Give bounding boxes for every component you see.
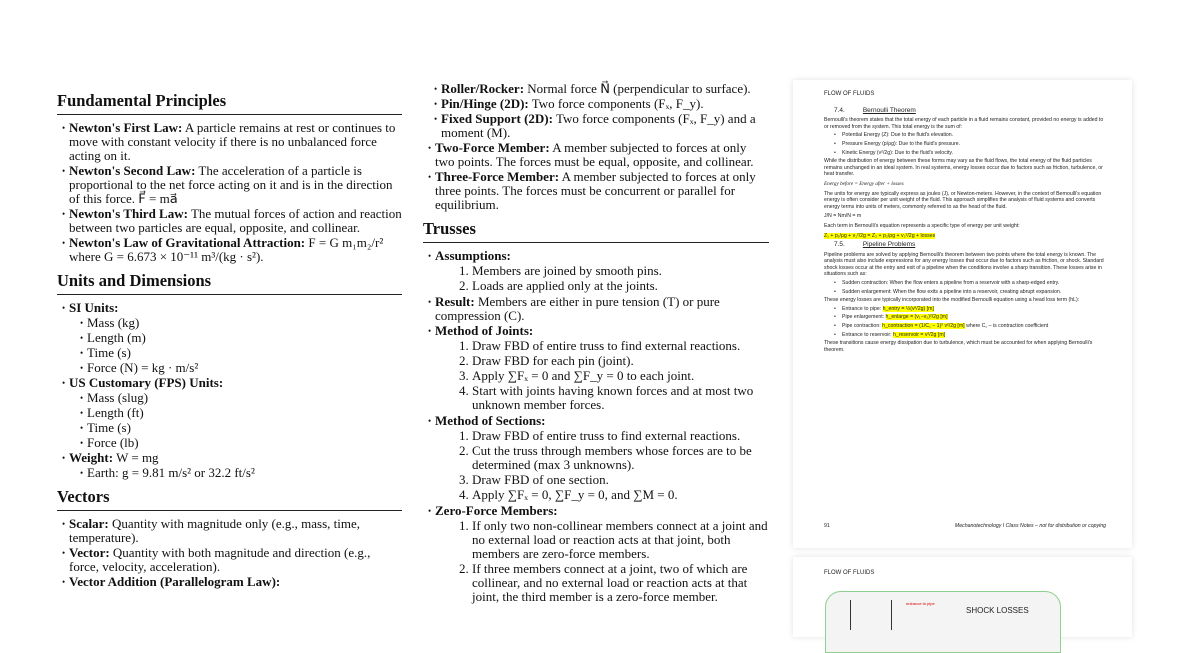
list-item <box>423 324 769 412</box>
step-item: 1. Draw FBD of entire truss to find external reactions. <box>472 429 769 443</box>
step-list <box>435 519 769 604</box>
highlighted-equation: h_entry = ½(v²/2g) [m] <box>882 305 934 312</box>
highlighted-equation: h_contraction = (1/C꜀ − 1)² v²/2g [m] <box>882 323 965 330</box>
list-item <box>57 121 402 163</box>
list-item <box>423 141 769 169</box>
step-item: 2. If three members connect at a joint, two of which are collinear, and no external load or reaction acts at that joint, the third member is a zero-force member. <box>472 562 769 604</box>
paragraph: The units for energy are typically express as joules (J), or Newton-meters. However, in the context of Bernoulli's equation energy is often consider per unit weight of the fluid. This approach simplifies the analysis of fluid systems and converts energy terms into units of meters, commonly referred to as the head of the fluid. <box>824 190 1102 210</box>
item-term: Method of Sections: <box>435 413 546 428</box>
section-heading: Vectors <box>57 488 402 511</box>
page-footer: Mechanotechnology I Class Notes – not for distribution or copying <box>954 523 1106 529</box>
handwritten-sketch-image <box>825 591 1061 653</box>
section-heading: Trusses <box>423 220 769 243</box>
sub-list <box>75 316 402 375</box>
section-list <box>57 301 402 480</box>
sub-item: • Force (lb) <box>75 436 402 450</box>
item-term: SI Units: <box>69 300 119 315</box>
step-item: 4. Apply ∑Fₓ = 0, ∑F_y = 0, and ∑M = 0. <box>472 488 769 502</box>
section-number: 7.4. <box>834 106 845 114</box>
step-item: 4. Start with joints having known forces and at most two unknown member forces. <box>472 384 769 412</box>
item-term: Method of Joints: <box>435 323 534 338</box>
item-text: Two force components (Fₓ, F_y). <box>528 96 704 111</box>
item-text: The mutual forces of action and reaction between two particles are equal, opposite, and collinear. <box>69 206 402 235</box>
list-item <box>57 451 402 480</box>
item-term: Newton's Law of Gravitational Attraction: <box>69 235 306 250</box>
sub-item: • Earth: g = 9.81 m/s² or 32.2 ft/s² <box>75 466 402 480</box>
paragraph: While the distribution of energy between these forms may vary as the fluid flows, the total energy of the fluid particles remains unchanged in an ideal system. In real systems, energy losses occur due to factors such as friction, turbulence, or heat transfer. <box>824 158 1103 178</box>
highlighted-equation: Z₁ + p₁/ρg + v₁²/2g = Z₂ + p₂/ρg + v₂²/2g + losses <box>824 232 936 239</box>
pdf-page-preview[interactable] <box>793 80 1132 548</box>
item-term: Newton's First Law: <box>69 120 183 135</box>
list-item <box>57 207 402 235</box>
step-item: 2. Loads are applied only at the joints. <box>472 279 769 293</box>
step-list <box>435 429 769 502</box>
step-list <box>435 264 769 293</box>
support-types-list <box>423 82 769 212</box>
sub-item: • Mass (slug) <box>75 391 402 405</box>
pdf-page-preview-next[interactable] <box>793 557 1132 637</box>
paragraph: These transitions cause energy dissipation due to turbulence, which must be accounted for when applying Bernoulli's theorem. <box>824 340 1093 353</box>
item-term: Roller/Rocker: <box>441 81 525 96</box>
item-term: Scalar: <box>69 516 109 531</box>
bullet-label: Entrance to reservoir: <box>842 331 894 338</box>
item-term: Weight: <box>69 450 114 465</box>
item-term: Two-Force Member: <box>435 140 550 155</box>
sub-item: • Time (s) <box>75 346 402 360</box>
sketch-label: SHOCK LOSSES <box>966 606 1029 615</box>
sub-list <box>75 391 402 450</box>
sub-item: • Length (m) <box>75 331 402 345</box>
sub-item: • Mass (kg) <box>75 316 402 330</box>
list-item <box>423 249 769 293</box>
paragraph: These energy losses are typically incorporated into the modified Bernoulli equation using a head loss term (hL): <box>824 297 1080 304</box>
list-item <box>57 236 402 264</box>
list-item <box>57 376 402 450</box>
item-term: US Customary (FPS) Units: <box>69 375 224 390</box>
list-item <box>423 414 769 502</box>
item-text: Normal force N⃗ (perpendicular to surface). <box>524 81 751 96</box>
section-list <box>57 517 402 589</box>
bullet-label: Entrance to pipe: <box>842 305 883 312</box>
bullet <box>834 332 1106 339</box>
item-term: Assumptions: <box>435 248 511 263</box>
step-list <box>435 339 769 412</box>
sketch-note: entrance to pipe <box>906 601 935 606</box>
item-text: A member subjected to forces at only three points. The forces must be concurrent or parallel for equilibrium. <box>435 169 756 212</box>
page-header: FLOW OF FLUIDS <box>824 570 875 576</box>
equation: J/N = Nm/N = m <box>824 213 862 220</box>
bullet: • Kinetic Energy (v²/2g): Due to the fluid's velocity. <box>834 150 1106 157</box>
item-term: Vector Addition (Parallelogram Law): <box>69 574 281 589</box>
equation: Energy before = Energy after + losses <box>824 180 904 187</box>
bullet <box>834 323 1106 330</box>
section-title: Bernoulli Theorem <box>862 106 916 114</box>
bullet-label: Pipe enlargement: <box>842 314 886 321</box>
step-item: 1. If only two non-collinear members connect at a joint and no external load or reaction acts at that joint, both members are zero-force members. <box>472 519 769 561</box>
list-item <box>57 517 402 545</box>
bullet: • Sudden enlargement: When the flow exits a pipeline into a reservoir, creating abrupt expansion. <box>834 289 1106 296</box>
notes-column-1 <box>57 92 402 597</box>
section-list <box>423 249 769 604</box>
item-term: Fixed Support (2D): <box>441 111 553 126</box>
list-item <box>423 295 769 323</box>
item-text: F = G m₁m₂/r² where G = 6.673 × 10⁻¹¹ m³/(kg · s²). <box>69 235 384 264</box>
item-text: Two force components (Fₓ, F_y) and a moment (M). <box>441 111 756 140</box>
item-term: Pin/Hinge (2D): <box>441 96 529 111</box>
bullet: • Sudden contraction: When the flow enters a pipeline from a reservoir with a sharp-edged entry. <box>834 280 1106 287</box>
item-text: Quantity with magnitude only (e.g., mass, time, temperature). <box>69 516 361 545</box>
list-item <box>429 112 769 140</box>
list-item <box>57 301 402 375</box>
step-item: 2. Cut the truss through members whose forces are to be determined (max 3 unknowns). <box>472 444 769 472</box>
list-item <box>57 546 402 574</box>
highlighted-equation: h_enlarge = (v₁−v₂)²/2g [m] <box>885 314 948 321</box>
item-term: Result: <box>435 294 475 309</box>
step-item: 3. Draw FBD of one section. <box>472 473 769 487</box>
bullet <box>834 306 1106 313</box>
item-text: W = mg <box>113 450 159 465</box>
list-item <box>57 164 402 206</box>
item-text: Members are either in pure tension (T) or pure compression (C). <box>435 294 720 323</box>
paragraph: Bernoulli's theorem states that the total energy of each particle in a fluid remains constant, provided no energy is added to or removed from the system. This total energy is the sum of: <box>824 117 1104 130</box>
step-item: 1. Draw FBD of entire truss to find external reactions. <box>472 339 769 353</box>
item-term: Vector: <box>69 545 110 560</box>
list-item <box>423 504 769 604</box>
item-term: Three-Force Member: <box>435 169 560 184</box>
item-text: A member subjected to forces at only two points. The forces must be equal, opposite, and collinear. <box>435 140 754 169</box>
section-title: Pipeline Problems <box>862 241 916 249</box>
section-number: 7.5. <box>834 241 845 249</box>
bullet-after: where C꜀ – is contraction coefficient <box>964 323 1049 330</box>
step-item: 3. Apply ∑Fₓ = 0 and ∑F_y = 0 to each joint. <box>472 369 769 383</box>
list-item <box>429 97 769 111</box>
paragraph: Pipeline problems are solved by applying Bernoulli's theorem between two points where the total energy is known. The analysis must also include expressions for any energy losses that occur due to factors such as friction, or shock. Standard shock losses occur at the entry and exit of a pipeline when the conditions involve a sharp transition. These losses arise in situations such as: <box>824 251 1104 278</box>
sub-item: • Time (s) <box>75 421 402 435</box>
list-item <box>57 575 402 589</box>
highlighted-equation: h_reservoir = v²/2g [m] <box>893 331 946 338</box>
sub-item: • Length (ft) <box>75 406 402 420</box>
section-heading: Fundamental Principles <box>57 92 402 115</box>
section-heading: Units and Dimensions <box>57 272 402 295</box>
paragraph: Each term in Bernoulli's equation represents a specific type of energy per unit weight: <box>824 222 1020 229</box>
section-list <box>57 121 402 264</box>
item-term: Zero-Force Members: <box>435 503 558 518</box>
notes-column-2 <box>423 82 769 612</box>
item-text: A particle remains at rest or continues to move with constant velocity if there is no unbalanced force acting on it. <box>69 120 396 163</box>
sub-item: • Force (N) = kg · m/s² <box>75 361 402 375</box>
bullet-label: Pipe contraction: <box>842 323 883 330</box>
step-item: 1. Members are joined by smooth pins. <box>472 264 769 278</box>
page-content <box>824 91 1106 353</box>
list-item <box>429 82 769 96</box>
step-item: 2. Draw FBD for each pin (joint). <box>472 354 769 368</box>
item-term: Newton's Third Law: <box>69 206 188 221</box>
sub-list <box>75 466 402 480</box>
item-term: Newton's Second Law: <box>69 163 196 178</box>
item-text: The acceleration of a particle is proportional to the net force acting on it and is in the direction of this force. F⃗ = ma⃗ <box>69 163 393 206</box>
item-text: Quantity with both magnitude and direction (e.g., force, velocity, acceleration). <box>69 545 371 574</box>
page-header: FLOW OF FLUIDS <box>824 91 875 97</box>
bullet: • Pressure Energy (p/ρg): Due to the fluid's pressure. <box>834 141 1106 148</box>
list-item <box>423 170 769 212</box>
bullet <box>834 314 1106 321</box>
bullet: • Potential Energy (Z): Due to the fluid's elevation. <box>834 132 1106 139</box>
page-number: 91 <box>824 523 830 529</box>
